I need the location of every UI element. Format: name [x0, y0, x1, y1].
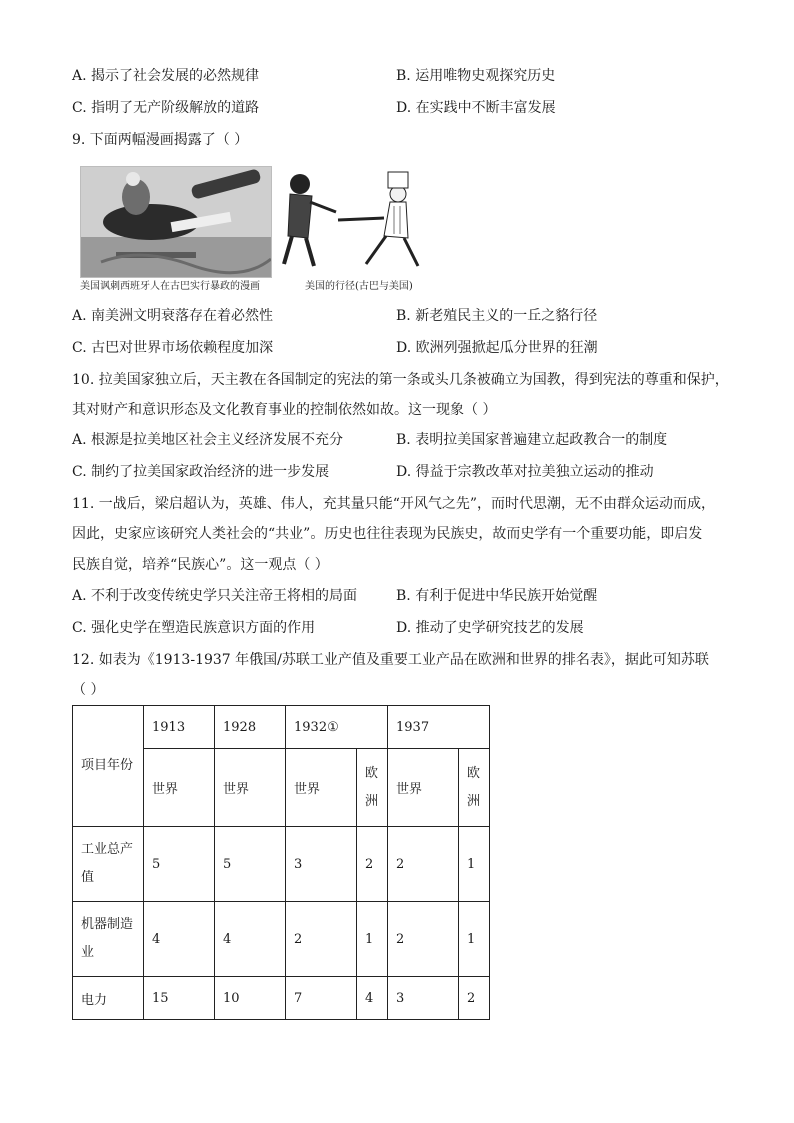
table-cell: 4: [215, 902, 286, 977]
q10-option-b: B. 表明拉美国家普遍建立起政教合一的制度: [396, 432, 668, 448]
table-cell: 5: [215, 827, 286, 902]
q11-option-c: C. 强化史学在塑造民族意识方面的作用: [72, 620, 316, 636]
q8-option-b: B. 运用唯物史观探究历史: [396, 68, 556, 84]
table-cell: 7: [286, 977, 357, 1020]
table-cell: 1: [459, 902, 490, 977]
q10-option-d: D. 得益于宗教改革对拉美独立运动的推动: [396, 464, 654, 480]
table-cell: 15: [144, 977, 215, 1020]
q9-option-b: B. 新老殖民主义的一丘之貉行径: [396, 308, 598, 324]
q11-stem-line1: 11. 一战后，梁启超认为，英雄、伟人，充其量只能“开风气之先”，而时代思潮，无不由群众运动而成，: [72, 496, 716, 512]
subheader-world: 世界: [286, 749, 357, 827]
q9-stem: 9. 下面两幅漫画揭露了（ ）: [72, 132, 249, 148]
q11-stem-line3: 民族自觉，培养“民族心”。这一观点（ ）: [72, 557, 329, 573]
table-row: [73, 902, 490, 977]
table-corner-header: 项目年份: [73, 706, 144, 827]
row-label: 工业总产值: [73, 827, 144, 902]
table-cell: 4: [357, 977, 388, 1020]
q12-stem-line1: 12. 如表为《1913-1937 年俄国/苏联工业产值及重要工业产品在欧洲和世界的排名表》，据此可知苏联: [72, 652, 709, 668]
q9-option-a: A. 南美洲文明衰落存在着必然性: [72, 308, 274, 324]
table-cell: 2: [459, 977, 490, 1020]
cartoon-spain-cuba-image: [80, 166, 272, 278]
table-cell: 10: [215, 977, 286, 1020]
q11-stem-line2: 因此，史家应该研究人类社会的“共业”。历史也往往表现为民族史，故而史学有一个重要功能，即启发: [72, 526, 703, 542]
year-header-1932: 1932①: [286, 706, 388, 749]
q8-option-d: D. 在实践中不断丰富发展: [396, 100, 556, 116]
cartoon-us-cuba-image: [278, 166, 438, 276]
ranking-table: [72, 705, 490, 1020]
year-header-1913: 1913: [144, 706, 215, 749]
year-header-1937: 1937: [388, 706, 490, 749]
table-cell: 2: [388, 827, 459, 902]
year-header-1928: 1928: [215, 706, 286, 749]
table-cell: 1: [357, 902, 388, 977]
q10-stem-line2: 其对财产和意识形态及文化教育事业的控制依然如故。这一现象（ ）: [72, 402, 497, 418]
cartoon-left-caption: 美国讽刺西班牙人在古巴实行暴政的漫画: [80, 281, 260, 292]
table-cell: 5: [144, 827, 215, 902]
q11-option-d: D. 推动了史学研究技艺的发展: [396, 620, 584, 636]
q10-option-a: A. 根源是拉美地区社会主义经济发展不充分: [72, 432, 344, 448]
table-row: [73, 827, 490, 902]
subheader-world: 世界: [388, 749, 459, 827]
subheader-europe: 欧洲: [357, 749, 388, 827]
subheader-world: 世界: [144, 749, 215, 827]
row-label: 电力: [73, 977, 144, 1020]
table-cell: 2: [357, 827, 388, 902]
q11-option-b: B. 有利于促进中华民族开始觉醒: [396, 588, 598, 604]
q10-option-c: C. 制约了拉美国家政治经济的进一步发展: [72, 464, 330, 480]
table-cell: 4: [144, 902, 215, 977]
q10-stem-line1: 10. 拉美国家独立后，天主教在各国制定的宪法的第一条或头几条被确立为国教，得到宪法的尊重和保护，: [72, 372, 729, 388]
q8-option-c: C. 指明了无产阶级解放的道路: [72, 100, 260, 116]
table-cell: 3: [388, 977, 459, 1020]
table-cell: 2: [388, 902, 459, 977]
table-cell: 2: [286, 902, 357, 977]
table-cell: 3: [286, 827, 357, 902]
cartoon-right-caption: 美国的行径(古巴与美国): [305, 281, 413, 292]
subheader-world: 世界: [215, 749, 286, 827]
q12-stem-line2: （ ）: [72, 682, 105, 698]
q11-option-a: A. 不利于改变传统史学只关注帝王将相的局面: [72, 588, 358, 604]
q9-option-c: C. 古巴对世界市场依赖程度加深: [72, 340, 274, 356]
table-cell: 1: [459, 827, 490, 902]
row-label: 机器制造业: [73, 902, 144, 977]
subheader-europe: 欧洲: [459, 749, 490, 827]
q9-option-d: D. 欧洲列强掀起瓜分世界的狂潮: [396, 340, 598, 356]
table-row: [73, 977, 490, 1020]
q8-option-a: A. 揭示了社会发展的必然规律: [72, 68, 260, 84]
